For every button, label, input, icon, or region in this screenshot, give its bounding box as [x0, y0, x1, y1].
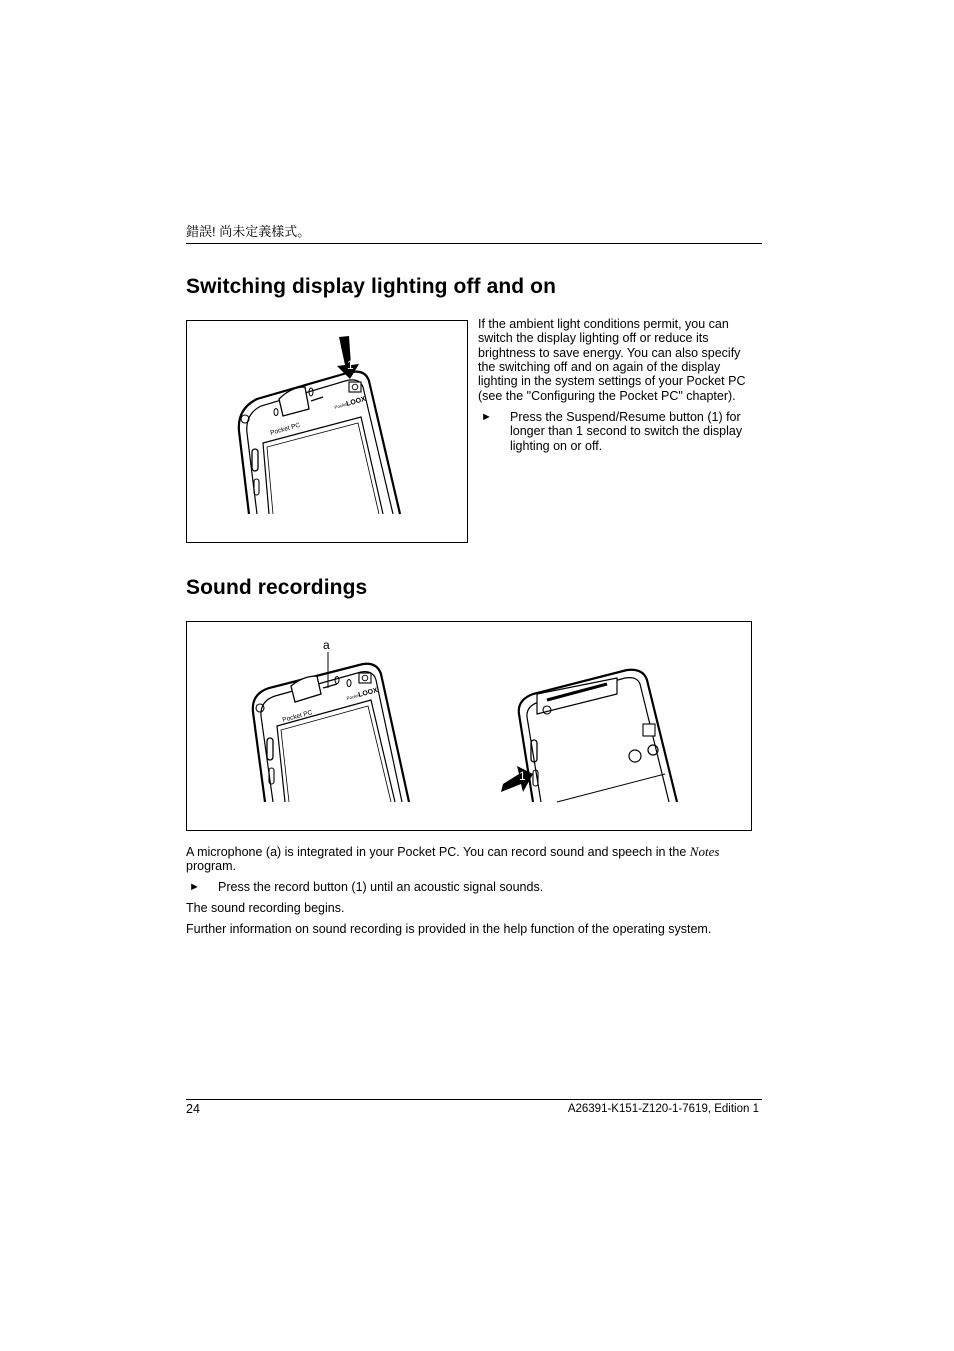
- bullet-arrow-icon: ►: [189, 881, 200, 893]
- program-name: Notes: [689, 844, 720, 859]
- device-brand-logo: LOOX: [345, 395, 367, 408]
- page-number: 24: [186, 1102, 200, 1116]
- paragraph-text: A microphone (a) is integrated in your Pocket PC. You can record sound and speech in the: [186, 845, 690, 859]
- section2-bullet: Press the record button (1) until an acoustic signal sounds.: [218, 880, 544, 894]
- paragraph-line: (see the "Configuring the Pocket PC" chapter).: [478, 389, 736, 403]
- section2-paragraph-microphone: [186, 845, 762, 874]
- device-label: Pocket PC: [281, 709, 314, 724]
- bullet-line: longer than 1 second to switch the display: [510, 424, 743, 438]
- device-brand-prefix: Pocket: [345, 692, 361, 701]
- paragraph-line: If the ambient light conditions permit, you can: [478, 317, 729, 331]
- figure-display-lighting: [186, 320, 468, 543]
- pocket-pc-suspend-illustration: [187, 321, 467, 542]
- bullet-line: lighting on or off.: [510, 439, 603, 453]
- bullet-line: Press the Suspend/Resume button (1) for: [510, 410, 741, 424]
- device-label: Pocket PC: [269, 421, 302, 437]
- section2-paragraph-begins: The sound recording begins.: [186, 901, 345, 915]
- footer-rule: [186, 1099, 762, 1100]
- running-header: 錯誤! 尚未定義樣式。: [186, 224, 311, 239]
- section-title-display-lighting: Switching display lighting off and on: [186, 275, 557, 298]
- device-brand-prefix: Pocket: [333, 401, 349, 410]
- section-title-sound-recordings: Sound recordings: [186, 576, 368, 599]
- figure-sound-recording: [186, 621, 752, 831]
- bullet-arrow-icon: ►: [481, 411, 492, 423]
- paragraph-line: the switching off and on again of the display: [478, 360, 721, 374]
- paragraph-line: switch the display lighting off or reduce its: [478, 331, 709, 345]
- pocket-pc-microphone-illustration: [187, 622, 751, 830]
- callout-number: 1: [347, 358, 354, 372]
- header-rule: [186, 243, 762, 244]
- paragraph-line: lighting in the system settings of your Pocket PC: [478, 374, 746, 388]
- paragraph-text: program.: [186, 859, 237, 874]
- document-id: A26391-K151-Z120-1-7619, Edition 1: [567, 1103, 759, 1115]
- paragraph-line: brightness to save energy. You can also specify: [478, 346, 741, 360]
- section2-paragraph-further-info: Further information on sound recording is provided in the help function of the operating system.: [186, 922, 712, 936]
- device-brand-logo: LOOX: [357, 687, 379, 699]
- callout-mic-label: a: [323, 638, 330, 652]
- callout-button-label: 1: [519, 769, 526, 783]
